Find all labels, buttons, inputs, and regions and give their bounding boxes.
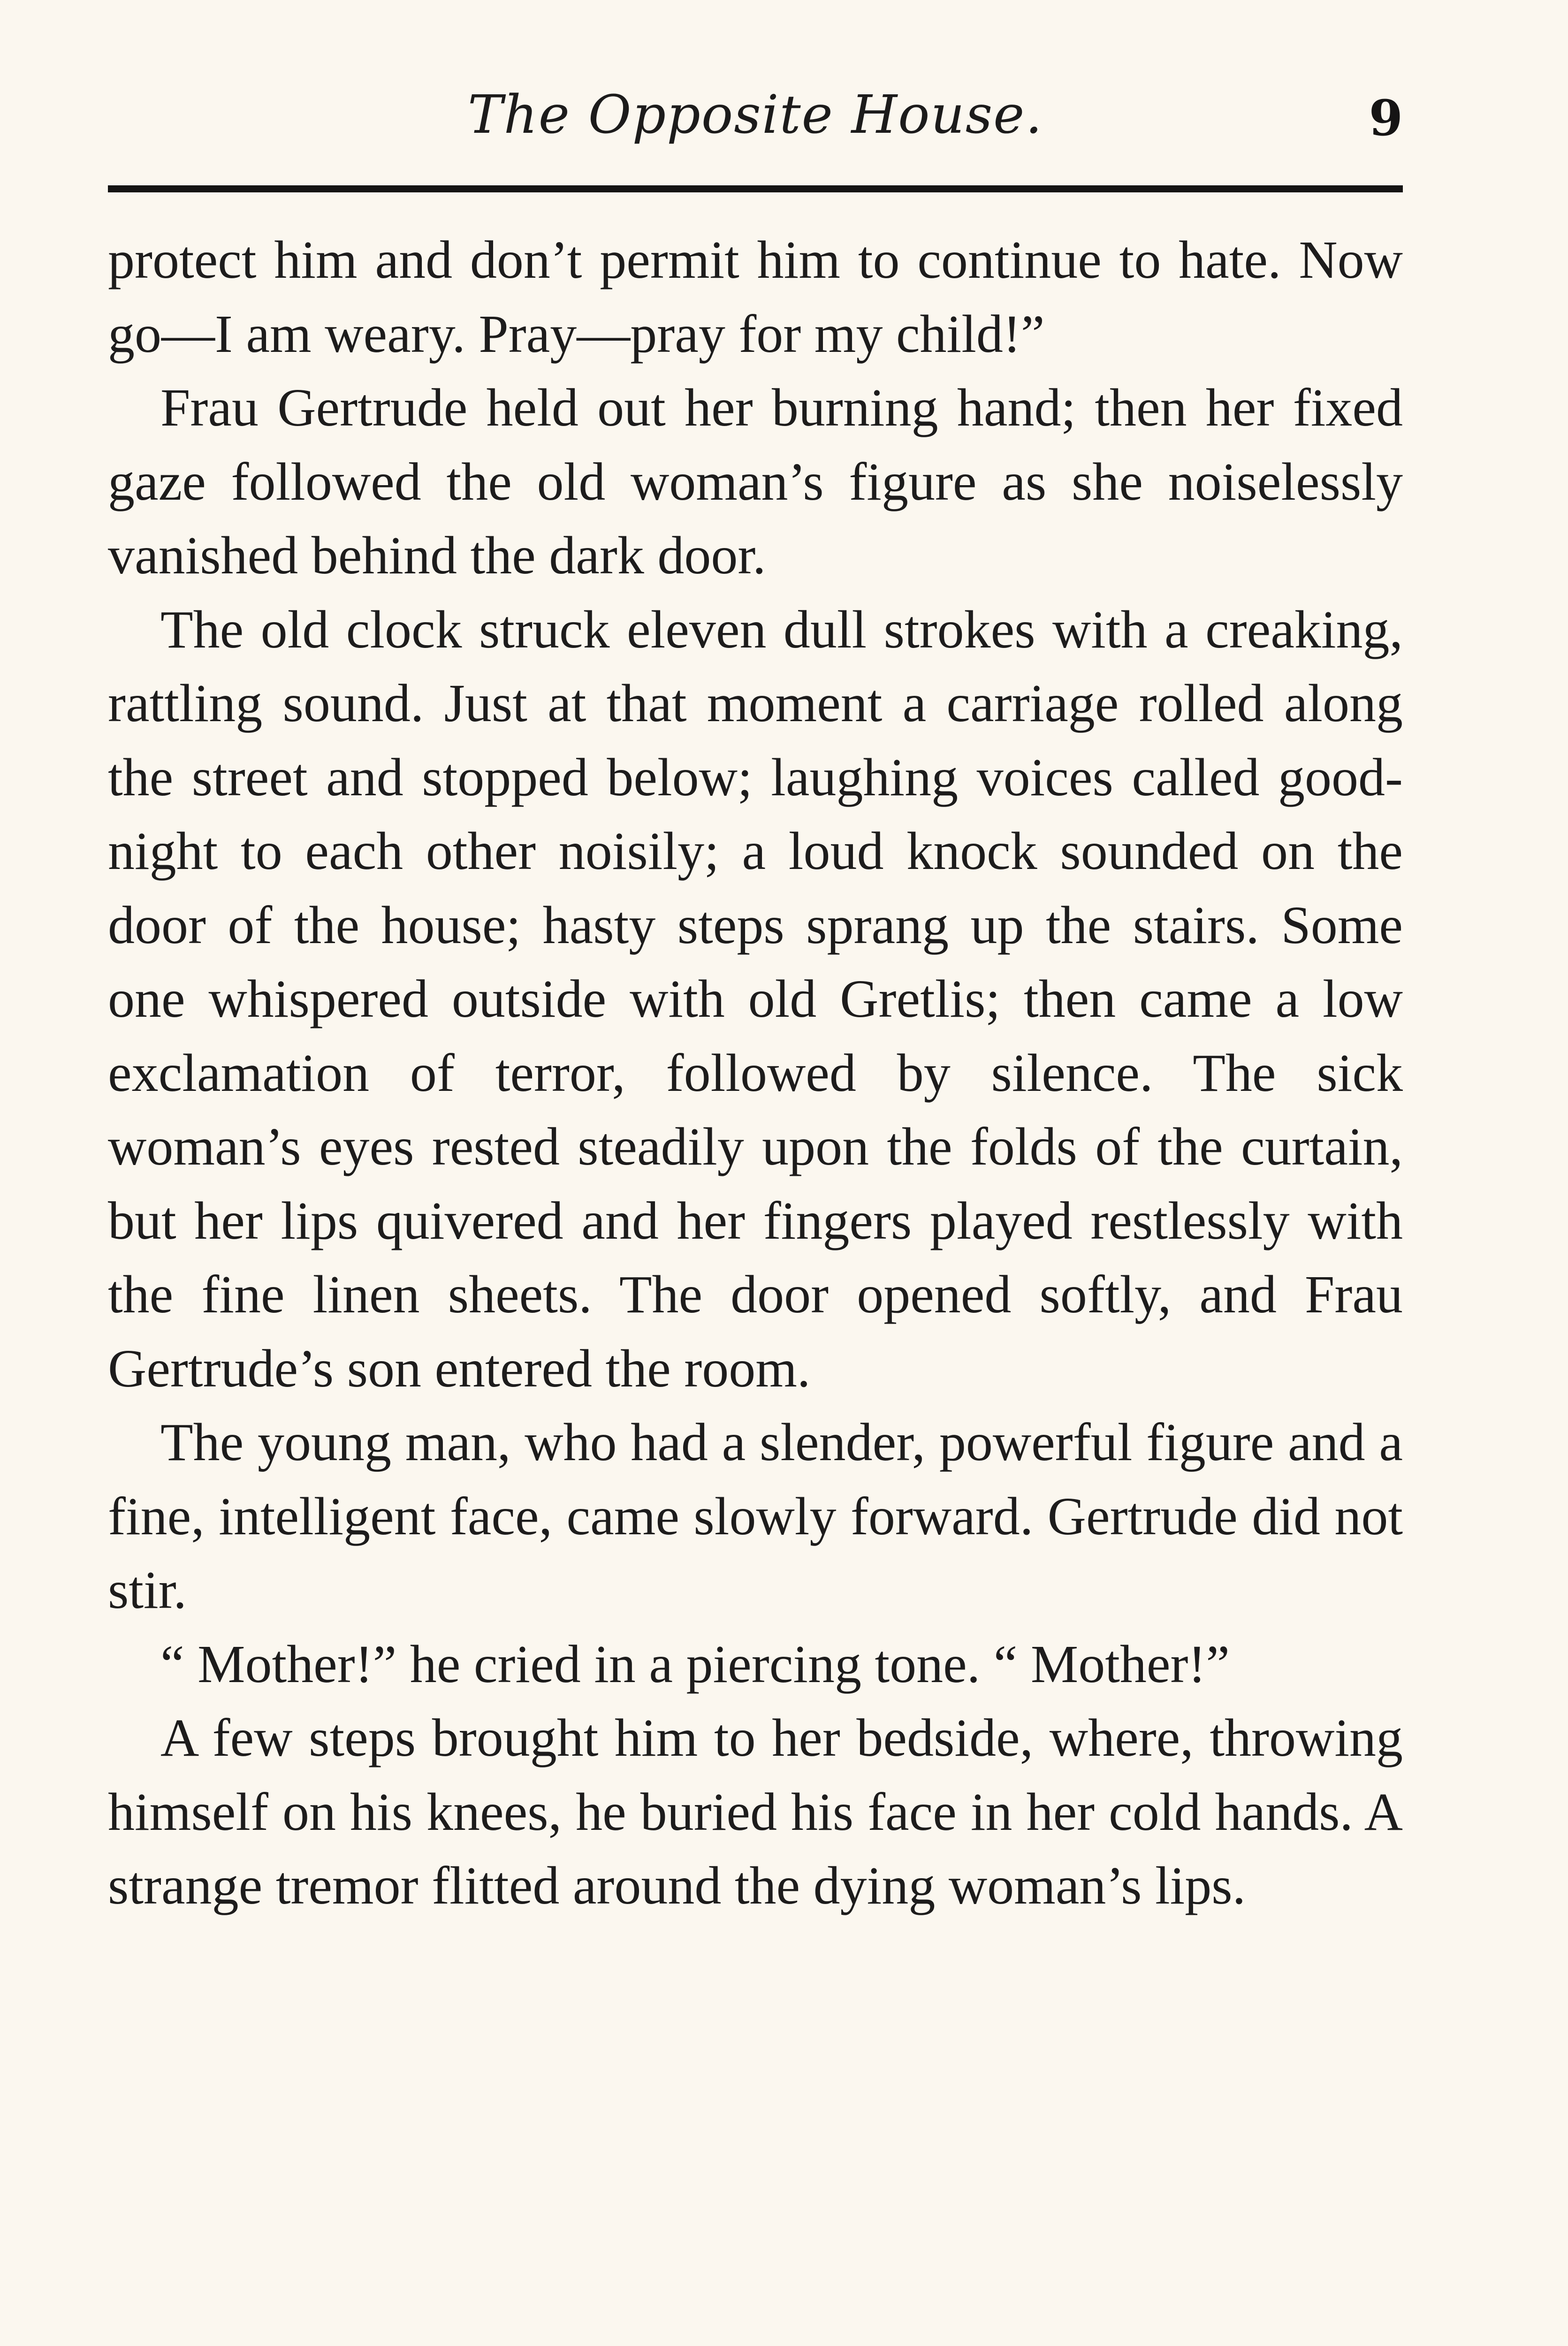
page-header — [108, 70, 1403, 164]
paragraph-4: The young man, who had a slender, powerful figure and a fine, intelligent face, came slowly forward. Gertrude did not stir. — [108, 1412, 1403, 1620]
paragraph-2: Frau Gertrude held out her burning hand; then her fixed gaze followed the old woman’s figure as she noiselessly vanished behind the dark door. — [108, 378, 1403, 585]
paragraph-6: A few steps brought him to her bedside, where, throwing himself on his knees, he buried his face in her cold hands. A strange tremor flitted around the dying woman’s lips. — [108, 1708, 1403, 1915]
header-rule — [108, 185, 1403, 192]
body-text — [108, 223, 1403, 1923]
running-title: The Opposite House. — [467, 84, 1043, 145]
paragraph-3: The old clock struck eleven dull strokes with a creaking, rattling sound. Just at that moment a carriage rolled along the street and stopped below; laughing voices called good-night to each other noisily; a loud knock sounded on the door of the house; hasty steps sprang up the stairs. Some one whispered outside with old Gretlis; then came a low exclamation of terror, followed by silence. The sick woman’s eyes rested steadily upon the folds of the curtain, but her lips quivered and her fingers played restlessly with the fine linen sheets. The door opened softly, and Frau Gertrude’s son entered the room. — [108, 599, 1403, 1398]
paragraph-1: protect him and don’t permit him to continue to hate. Now go—I am weary. Pray—pray for my child!” — [108, 230, 1403, 364]
page-number: 9 — [1369, 89, 1403, 147]
paragraph-5: “ Mother!” he cried in a piercing tone. “ Mother!” — [160, 1634, 1230, 1694]
